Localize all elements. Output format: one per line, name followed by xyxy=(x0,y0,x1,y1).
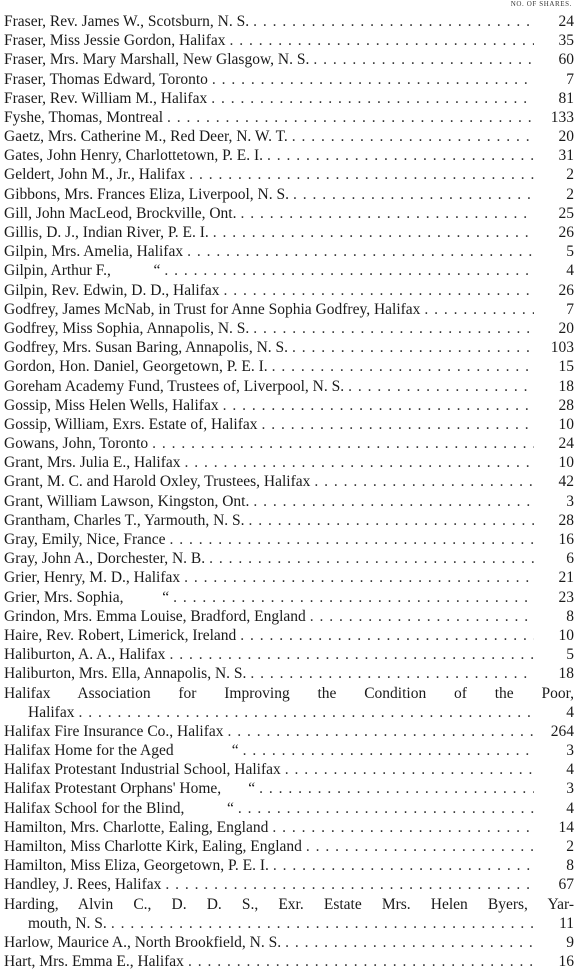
share-count: 5 xyxy=(566,243,574,261)
shareholder-name: Gillis, D. J., Indian River, P. E. I. xyxy=(4,224,209,242)
list-item xyxy=(4,760,574,779)
share-count: 8 xyxy=(566,607,574,625)
dot-leader xyxy=(272,357,534,376)
list-item xyxy=(4,837,574,856)
share-count: 4 xyxy=(566,262,574,280)
share-count: 2 xyxy=(566,838,574,856)
share-count: 24 xyxy=(558,12,574,30)
list-item xyxy=(4,166,574,185)
shareholder-name: Grant, William Lawson, Kingston, Ont. xyxy=(4,492,250,510)
share-count: 7 xyxy=(566,300,574,318)
shareholder-name: Halifax Protestant Industrial School, Halifax xyxy=(4,761,281,779)
dot-leader xyxy=(253,319,534,338)
share-count: 4 xyxy=(566,799,574,817)
shareholder-name: Hamilton, Mrs. Charlotte, Ealing, England xyxy=(4,818,269,836)
shareholder-name: Fraser, Mrs. Mary Marshall, New Glasgow, N. S. xyxy=(4,51,310,69)
dot-leader xyxy=(111,914,534,933)
shareholder-name: Gates, John Henry, Charlottetown, P. E. I. xyxy=(4,147,264,165)
share-count: 23 xyxy=(558,588,574,606)
share-count: 81 xyxy=(558,89,574,107)
share-count: 15 xyxy=(558,358,574,376)
shareholder-name: Gossip, William, Exrs. Estate of, Halifax xyxy=(4,415,258,433)
dot-leader xyxy=(228,722,534,741)
dot-leader xyxy=(169,645,534,664)
shareholder-name: Gilpin, Rev. Edwin, D. D., Halifax xyxy=(4,281,220,299)
dot-leader xyxy=(184,568,534,587)
shareholder-name: Fyshe, Thomas, Montreal xyxy=(4,108,164,126)
dot-leader xyxy=(188,952,534,971)
list-item xyxy=(4,530,574,549)
dot-leader xyxy=(273,856,534,875)
dot-leader xyxy=(185,453,535,472)
list-item xyxy=(4,664,574,683)
list-item xyxy=(4,626,574,645)
dot-leader xyxy=(170,530,534,549)
shareholder-name: Hamilton, Miss Charlotte Kirk, Ealing, England xyxy=(4,838,302,856)
share-count: 21 xyxy=(558,569,574,587)
shareholder-name: Hamilton, Miss Eliza, Georgetown, P. E. I. xyxy=(4,857,269,875)
list-item xyxy=(4,50,574,69)
share-count: 8 xyxy=(566,857,574,875)
list-item xyxy=(4,473,574,492)
shareholder-name-continued: mouth, N. S. xyxy=(28,914,107,932)
dot-leader xyxy=(249,511,534,530)
dot-leader xyxy=(230,31,534,50)
dot-leader xyxy=(165,875,534,894)
dot-leader xyxy=(253,492,534,511)
share-count: 20 xyxy=(558,128,574,146)
list-item xyxy=(4,300,574,319)
shareholder-name: Goreham Academy Fund, Trustees of, Liverpool, N. S. xyxy=(4,377,345,395)
dot-leader xyxy=(164,261,534,280)
dot-leader xyxy=(313,50,534,69)
shareholder-name: Haliburton, A. A., Halifax xyxy=(4,646,166,664)
dot-leader xyxy=(348,377,534,396)
list-item xyxy=(4,607,574,626)
list-item xyxy=(4,108,574,127)
list-item xyxy=(4,684,574,722)
dot-leader xyxy=(173,588,534,607)
dot-leader xyxy=(224,281,534,300)
share-count: 7 xyxy=(566,70,574,88)
dot-leader xyxy=(223,396,534,415)
shareholder-name: Grantham, Charles T., Yarmouth, N. S. xyxy=(4,511,245,529)
shareholder-name: Hart, Mrs. Emma E., Halifax xyxy=(4,953,184,971)
dot-leader xyxy=(209,549,534,568)
shareholder-name: Gossip, Miss Helen Wells, Halifax xyxy=(4,396,219,414)
shareholder-name: Fraser, Thomas Edward, Toronto xyxy=(4,70,208,88)
share-count: 133 xyxy=(550,108,574,126)
share-count: 2 xyxy=(566,166,574,184)
column-header-shares: NO. OF SHARES. xyxy=(510,0,572,8)
dot-leader xyxy=(292,338,534,357)
list-item xyxy=(4,89,574,108)
share-count: 25 xyxy=(558,204,574,222)
dot-leader xyxy=(187,242,534,261)
share-count: 16 xyxy=(558,531,574,549)
list-item xyxy=(4,223,574,242)
shareholder-list xyxy=(4,12,574,971)
shareholder-name: Haire, Rev. Robert, Limerick, Ireland xyxy=(4,626,237,644)
list-item xyxy=(4,396,574,415)
share-count: 3 xyxy=(566,742,574,760)
shareholder-name: Godfrey, Mrs. Susan Baring, Annapolis, N. S. xyxy=(4,339,289,357)
list-item xyxy=(4,12,574,31)
shareholder-name: Godfrey, James McNab, in Trust for Anne Sophia Godfrey, Halifax xyxy=(4,300,421,318)
dot-leader xyxy=(211,89,534,108)
list-item xyxy=(4,415,574,434)
shareholder-name: Gray, Emily, Nice, France xyxy=(4,531,166,549)
shareholder-name: Gordon, Hon. Daniel, Georgetown, P. E. I. xyxy=(4,358,268,376)
share-count: 6 xyxy=(566,550,574,568)
share-count: 18 xyxy=(558,377,574,395)
dot-leader xyxy=(292,127,534,146)
share-count: 28 xyxy=(558,511,574,529)
dot-leader xyxy=(152,434,534,453)
shareholder-name: Halifax School for the Blind, “ xyxy=(4,799,234,817)
share-count: 4 xyxy=(566,703,574,721)
list-item xyxy=(4,741,574,760)
list-item xyxy=(4,799,574,818)
shareholder-name: Grant, M. C. and Harold Oxley, Trustees, Halifax xyxy=(4,473,311,491)
list-item xyxy=(4,453,574,472)
share-count: 3 xyxy=(566,492,574,510)
share-count: 10 xyxy=(558,626,574,644)
list-item xyxy=(4,338,574,357)
list-item xyxy=(4,357,574,376)
shareholder-name: Geldert, John M., Jr., Halifax xyxy=(4,166,186,184)
share-count: 11 xyxy=(559,914,574,932)
shareholder-name: Grier, Mrs. Sophia, “ xyxy=(4,588,170,606)
share-count: 9 xyxy=(566,933,574,951)
share-count: 5 xyxy=(566,646,574,664)
shareholder-name: Gibbons, Mrs. Frances Eliza, Liverpool, N. S. xyxy=(4,185,289,203)
share-count: 28 xyxy=(558,396,574,414)
dot-leader xyxy=(306,837,534,856)
shareholder-name: Gray, John A., Dorchester, N. B. xyxy=(4,550,206,568)
list-item xyxy=(4,875,574,894)
share-count: 264 xyxy=(550,722,574,740)
dot-leader xyxy=(285,760,534,779)
list-item xyxy=(4,242,574,261)
list-item xyxy=(4,319,574,338)
list-item xyxy=(4,818,574,837)
list-item xyxy=(4,549,574,568)
shareholder-name-continued: Halifax xyxy=(28,703,75,721)
dot-leader xyxy=(253,12,534,31)
list-item xyxy=(4,146,574,165)
shareholder-name: Halifax Protestant Orphans' Home, “ xyxy=(4,780,256,798)
shareholder-name: Gaetz, Mrs. Catherine M., Red Deer, N. W. T. xyxy=(4,128,288,146)
list-item xyxy=(4,722,574,741)
list-item xyxy=(4,127,574,146)
list-item xyxy=(4,492,574,511)
shareholder-name: Grindon, Mrs. Emma Louise, Bradford, England xyxy=(4,607,306,625)
shareholder-name: Gill, John MacLeod, Brockville, Ont. xyxy=(4,204,237,222)
share-count: 14 xyxy=(558,818,574,836)
dot-leader xyxy=(238,799,534,818)
share-count: 24 xyxy=(558,435,574,453)
share-count: 10 xyxy=(558,415,574,433)
list-item xyxy=(4,204,574,223)
shareholder-name: Godfrey, Miss Sophia, Annapolis, N. S. xyxy=(4,319,250,337)
shareholder-name: Gilpin, Mrs. Amelia, Halifax xyxy=(4,243,184,261)
shareholder-name: Gowans, John, Toronto xyxy=(4,435,149,453)
share-count: 31 xyxy=(558,147,574,165)
list-item xyxy=(4,588,574,607)
share-count: 26 xyxy=(558,224,574,242)
shareholder-name: Harding, Alvin C., D. D. S., Exr. Estate Mrs. Helen Byers, Yar- xyxy=(4,895,574,913)
dot-leader xyxy=(310,607,534,626)
dot-leader xyxy=(213,223,534,242)
dot-leader xyxy=(240,204,534,223)
share-count: 10 xyxy=(558,454,574,472)
dot-leader xyxy=(267,146,534,165)
shareholder-name: Halifax Fire Insurance Co., Halifax xyxy=(4,722,224,740)
dot-leader xyxy=(259,779,534,798)
dot-leader xyxy=(189,165,534,184)
shareholder-name: Fraser, Rev. William M., Halifax xyxy=(4,89,208,107)
list-item xyxy=(4,895,574,933)
shareholder-name: Grant, Mrs. Julia E., Halifax xyxy=(4,454,181,472)
list-item xyxy=(4,31,574,50)
dot-leader xyxy=(262,415,534,434)
share-count: 3 xyxy=(566,780,574,798)
list-item xyxy=(4,185,574,204)
share-count: 60 xyxy=(558,51,574,69)
shareholder-name: Harlow, Maurice A., North Brookfield, N. S. xyxy=(4,933,282,951)
share-count: 16 xyxy=(558,953,574,971)
shareholder-name: Fraser, Miss Jessie Gordon, Halifax xyxy=(4,32,226,50)
dot-leader xyxy=(285,933,534,952)
shareholder-name: Fraser, Rev. James W., Scotsburn, N. S. xyxy=(4,12,250,30)
list-item xyxy=(4,281,574,300)
dot-leader xyxy=(314,472,534,491)
dot-leader xyxy=(293,185,534,204)
list-item xyxy=(4,434,574,453)
share-count: 26 xyxy=(558,281,574,299)
share-count: 103 xyxy=(550,339,574,357)
shareholder-name: Gilpin, Arthur F., “ xyxy=(4,262,161,280)
dot-leader xyxy=(212,70,534,89)
list-item xyxy=(4,568,574,587)
share-count: 35 xyxy=(558,32,574,50)
list-item xyxy=(4,952,574,971)
share-count: 42 xyxy=(558,473,574,491)
share-count: 20 xyxy=(558,319,574,337)
list-item xyxy=(4,511,574,530)
shareholder-name: Halifax Association for Improving the Condition of the Poor, xyxy=(4,684,574,702)
list-item xyxy=(4,70,574,89)
dot-leader xyxy=(78,703,534,722)
dot-leader xyxy=(243,741,534,760)
list-item xyxy=(4,261,574,280)
dot-leader xyxy=(167,108,534,127)
list-item xyxy=(4,645,574,664)
shareholder-name: Handley, J. Rees, Halifax xyxy=(4,876,162,894)
dot-leader xyxy=(424,300,534,319)
shareholder-name: Grier, Henry, M. D., Halifax xyxy=(4,569,181,587)
dot-leader xyxy=(240,626,534,645)
dot-leader xyxy=(250,664,534,683)
list-item xyxy=(4,377,574,396)
list-item xyxy=(4,933,574,952)
shareholder-name: Halifax Home for the Aged “ xyxy=(4,742,239,760)
dot-leader xyxy=(272,818,534,837)
list-item xyxy=(4,856,574,875)
share-count: 2 xyxy=(566,185,574,203)
share-count: 4 xyxy=(566,761,574,779)
list-item xyxy=(4,780,574,799)
share-count: 18 xyxy=(558,665,574,683)
share-count: 67 xyxy=(558,876,574,894)
shareholder-name: Haliburton, Mrs. Ella, Annapolis, N. S. xyxy=(4,665,247,683)
